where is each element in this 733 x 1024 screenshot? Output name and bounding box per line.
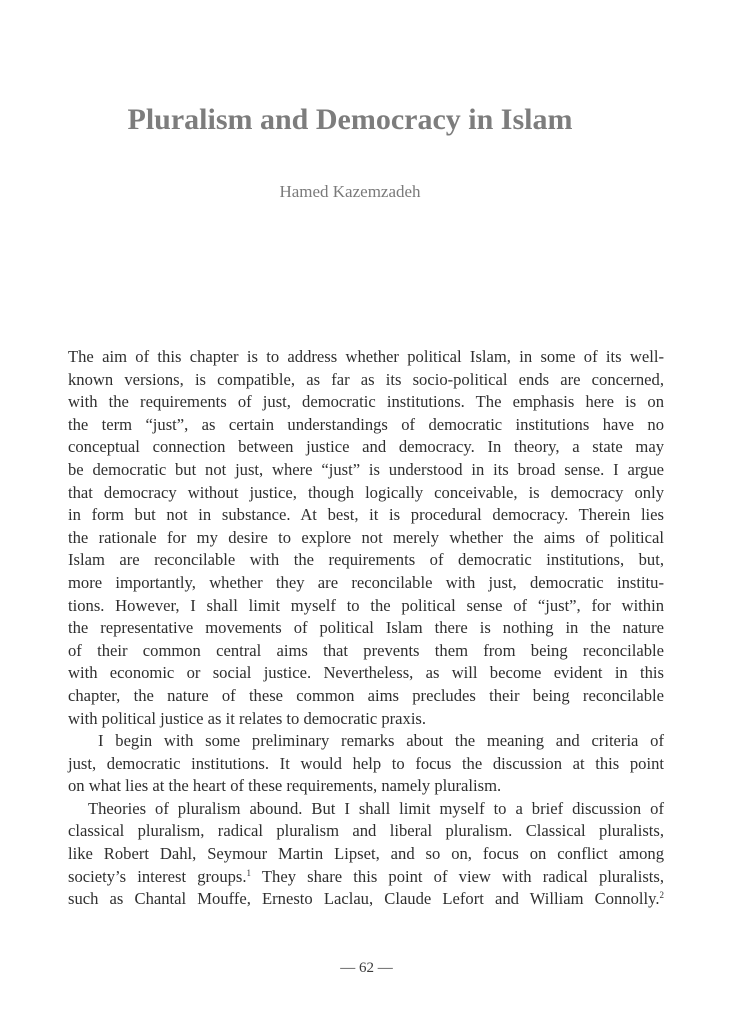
text-line: the representative movements of political Islam there is nothing in the nature bbox=[68, 618, 664, 638]
page-number: — 62 — bbox=[340, 960, 393, 976]
text-line: like Robert Dahl, Seymour Martin Lipset, and so on, focus on conflict among bbox=[68, 844, 664, 864]
footnote-ref-2[interactable]: 2 bbox=[659, 890, 664, 901]
text-line: just, democratic institutions. It would help to focus the discussion at this point bbox=[68, 753, 664, 773]
text-line: more importantly, whether they are reconcilable with just, democratic institu- bbox=[68, 572, 664, 592]
text-line: with the requirements of just, democratic institutions. The emphasis here is on bbox=[68, 392, 664, 412]
chapter-title: Pluralism and Democracy in Islam bbox=[127, 103, 573, 136]
paragraph-2 bbox=[68, 730, 664, 798]
footnote-ref-1[interactable]: 1 bbox=[246, 867, 252, 878]
line-segment: They share this point of view with radical pluralists, bbox=[261, 866, 664, 886]
text-line: tions. However, I shall limit myself to the political sense of “just”, for within bbox=[68, 595, 664, 615]
text-line: the term “just”, as certain understandings of democratic institutions have no bbox=[68, 414, 664, 434]
text-line: conceptual connection between justice and democracy. In theory, a state may bbox=[68, 437, 664, 457]
text-line: chapter, the nature of these common aims precludes their being reconcilable bbox=[68, 685, 664, 705]
text-line: Theories of pluralism abound. But I shall limit myself to a brief discussion of bbox=[88, 798, 664, 818]
paragraph-1 bbox=[68, 346, 664, 730]
chapter-author: Hamed Kazemzadeh bbox=[279, 182, 421, 201]
text-line: with political justice as it relates to democratic praxis. bbox=[68, 708, 427, 728]
text-line: I begin with some preliminary remarks about the meaning and criteria of bbox=[98, 731, 664, 751]
line-segment: such as Chantal Mouffe, Ernesto Laclau, Claude Lefort and William Connolly. bbox=[68, 889, 660, 909]
text-line: of their common central aims that prevents them from being reconcilable bbox=[68, 640, 664, 660]
text-line: Islam are reconcilable with the requirements of democratic institutions, but, bbox=[68, 550, 664, 570]
body-text bbox=[68, 346, 664, 911]
text-line: on what lies at the heart of these requirements, namely pluralism. bbox=[68, 776, 502, 796]
text-line: classical pluralism, radical pluralism and liberal pluralism. Classical pluralists, bbox=[68, 821, 664, 841]
text-line: with economic or social justice. Nevertheless, as will become evident in this bbox=[68, 663, 664, 683]
text-line: The aim of this chapter is to address whether political Islam, in some of its well- bbox=[68, 347, 664, 366]
text-line bbox=[68, 866, 664, 889]
text-line: known versions, is compatible, as far as its socio-political ends are concerned, bbox=[68, 369, 664, 389]
text-line: that democracy without justice, though logically conceivable, is democracy only bbox=[68, 482, 664, 502]
text-line: be democratic but not just, where “just” is understood in its broad sense. I argue bbox=[68, 459, 664, 479]
paragraph-3 bbox=[68, 798, 664, 911]
text-line: the rationale for my desire to explore not merely whether the aims of political bbox=[68, 527, 664, 547]
text-line: in form but not in substance. At best, it is procedural democracy. Therein lies bbox=[68, 505, 664, 525]
text-line bbox=[68, 888, 664, 911]
line-segment: society’s interest groups. bbox=[68, 866, 247, 886]
